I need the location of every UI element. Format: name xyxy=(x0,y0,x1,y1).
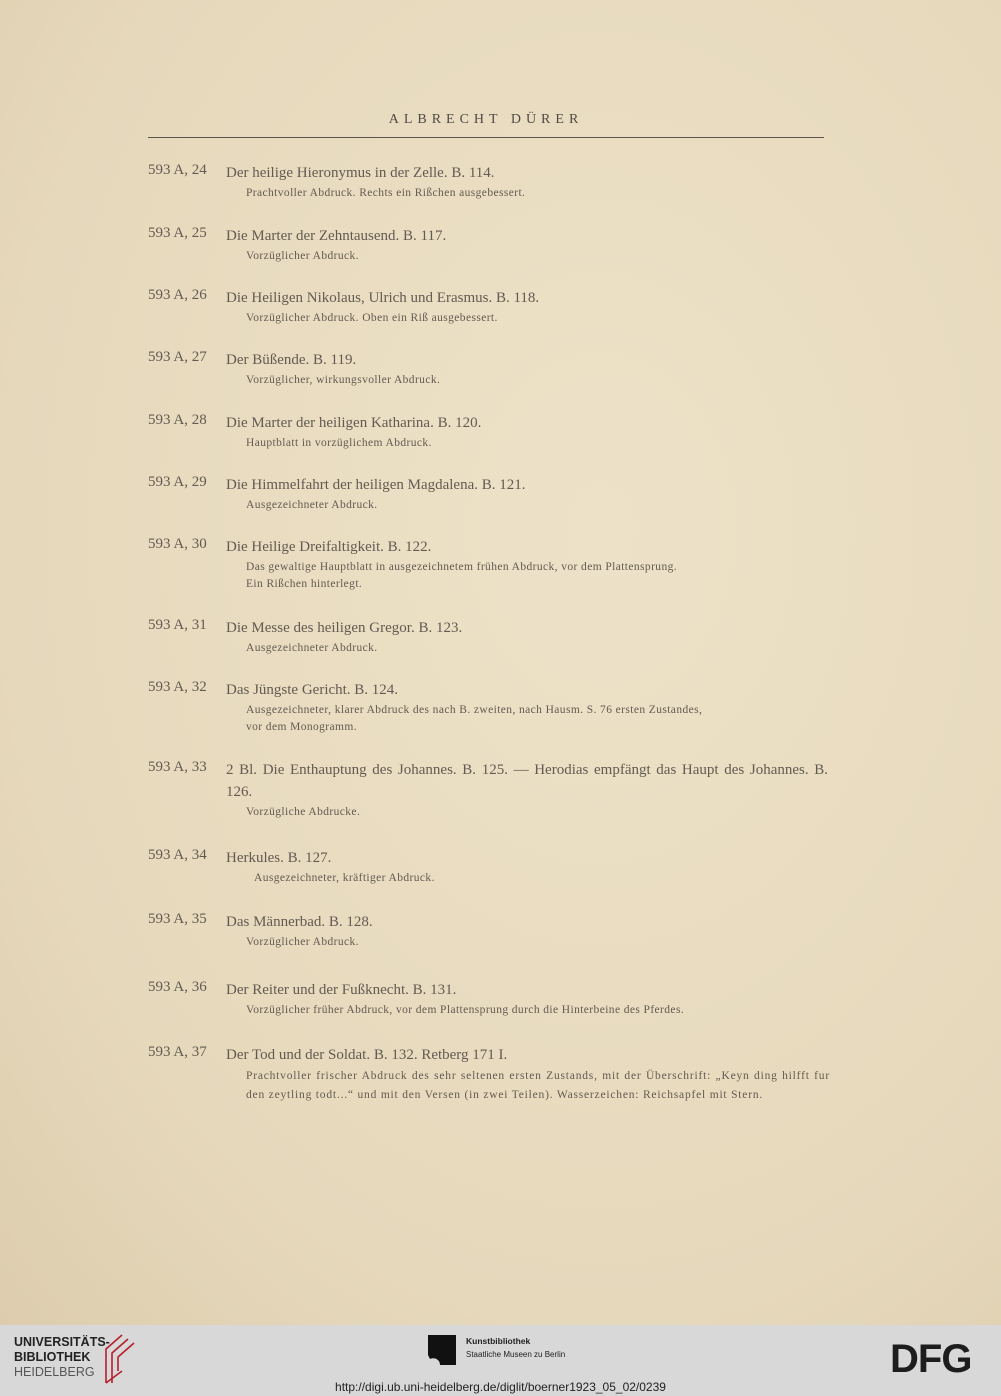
entry-title: Herkules. B. 127. xyxy=(226,850,332,866)
entry-note: Vorzügliche Abdrucke. xyxy=(246,806,361,818)
entry-title: Die Heilige Dreifaltigkeit. B. 122. xyxy=(226,539,432,555)
catalog-entry xyxy=(148,162,838,202)
entry-title: Das Männerbad. B. 128. xyxy=(226,914,373,930)
entry-note: Das gewaltige Hauptblatt in ausgezeichnetem frühen Abdruck, vor dem Plattensprung. xyxy=(246,561,678,573)
lot-number: 593 A, 36 xyxy=(148,979,207,995)
catalog-entry xyxy=(148,225,838,265)
entry-title: Der Tod und der Soldat. B. 132. Retberg 171 I. xyxy=(226,1047,508,1063)
entry-note: Ausgezeichneter Abdruck. xyxy=(246,642,378,654)
catalog-entry xyxy=(148,536,838,593)
catalog-entry xyxy=(148,474,838,514)
catalog-entry xyxy=(148,911,838,951)
catalog-entry xyxy=(148,287,838,327)
lot-number: 593 A, 31 xyxy=(148,617,207,633)
entry-note: Prachtvoller Abdruck. Rechts ein Rißchen ausgebessert. xyxy=(246,187,526,199)
catalog-entry xyxy=(148,412,838,452)
ub-logo-mark-icon xyxy=(100,1331,140,1387)
entry-title: Das Jüngste Gericht. B. 124. xyxy=(226,682,399,698)
entry-note: Ausgezeichneter Abdruck. xyxy=(246,499,378,511)
running-header: ALBRECHT DÜRER xyxy=(388,112,584,127)
entry-title: Der Büßende. B. 119. xyxy=(226,352,357,368)
lot-number: 593 A, 27 xyxy=(148,349,207,365)
entry-note: Ausgezeichneter, klarer Abdruck des nach B. zweiten, nach Hausm. S. 76 ersten Zustandes, xyxy=(246,704,703,716)
entry-title: 2 Bl. Die Enthauptung des Johannes. B. 125. — Herodias empfängt das Haupt des Johannes. B. 126. xyxy=(226,762,828,800)
catalog-entry xyxy=(148,617,838,657)
entry-note: Vorzüglicher früher Abdruck, vor dem Plattensprung durch die Hinterbeine des Pferdes. xyxy=(246,1004,685,1016)
lot-number: 593 A, 25 xyxy=(148,225,207,241)
dfg-logo[interactable]: DFG xyxy=(890,1337,972,1381)
kunstbibliothek-logo[interactable]: Kunstbibliothek Staatliche Museen zu Berlin xyxy=(466,1336,566,1359)
catalog-entry xyxy=(148,759,838,821)
catalog-entry xyxy=(148,349,838,389)
entry-note: Vorzüglicher Abdruck. xyxy=(246,936,359,948)
lot-number: 593 A, 29 xyxy=(148,474,207,490)
entry-note: Vorzüglicher Abdruck. Oben ein Riß ausgebessert. xyxy=(246,312,498,324)
entry-title: Der heilige Hieronymus in der Zelle. B. 114. xyxy=(226,165,495,181)
entry-title: Die Marter der heiligen Katharina. B. 120. xyxy=(226,415,482,431)
lot-number: 593 A, 35 xyxy=(148,911,207,927)
lot-number: 593 A, 30 xyxy=(148,536,207,552)
entry-note: Prachtvoller frischer Abdruck des sehr seltenen ersten Zustands, mit der Überschrift: „Keyn ding hilfft fur den zeytling todt...“ und mit den Versen (in zwei Teilen). Wasserzeichen: Reichsapfel mit Stern. xyxy=(246,1070,830,1101)
lot-number: 593 A, 24 xyxy=(148,162,207,178)
ub-heidelberg-logo[interactable]: UNIVERSITÄTS- BIBLIOTHEK HEIDELBERG xyxy=(14,1335,110,1379)
lot-number: 593 A, 26 xyxy=(148,287,207,303)
lot-number: 593 A, 32 xyxy=(148,679,207,695)
lot-number: 593 A, 34 xyxy=(148,847,207,863)
entry-note: Vorzüglicher, wirkungsvoller Abdruck. xyxy=(246,374,441,386)
footer-bar xyxy=(0,1325,1001,1396)
lot-number: 593 A, 28 xyxy=(148,412,207,428)
catalog-entry xyxy=(148,1044,838,1105)
entry-title: Die Himmelfahrt der heiligen Magdalena. B. 121. xyxy=(226,477,526,493)
lot-number: 593 A, 33 xyxy=(148,759,207,775)
entry-note: Vorzüglicher Abdruck. xyxy=(246,250,359,262)
entry-title: Die Marter der Zehntausend. B. 117. xyxy=(226,228,447,244)
entry-note: Hauptblatt in vorzüglichem Abdruck. xyxy=(246,437,432,449)
catalog-entry xyxy=(148,679,838,736)
lot-number: 593 A, 37 xyxy=(148,1044,207,1060)
catalog-entry xyxy=(148,979,838,1019)
entry-title: Die Messe des heiligen Gregor. B. 123. xyxy=(226,620,463,636)
permalink-url[interactable]: http://digi.ub.uni-heidelberg.de/diglit/boerner1923_05_02/0239 xyxy=(335,1380,666,1394)
kunstbibliothek-logo-icon xyxy=(428,1335,456,1365)
entry-note: Ein Rißchen hinterlegt. xyxy=(246,578,363,590)
entry-note: vor dem Monogramm. xyxy=(246,721,358,733)
catalog-entry xyxy=(148,847,838,887)
entry-title: Die Heiligen Nikolaus, Ulrich und Erasmus. B. 118. xyxy=(226,290,540,306)
entry-title: Der Reiter und der Fußknecht. B. 131. xyxy=(226,982,457,998)
entry-note: Ausgezeichneter, kräftiger Abdruck. xyxy=(254,872,435,884)
header-rule xyxy=(148,137,824,138)
